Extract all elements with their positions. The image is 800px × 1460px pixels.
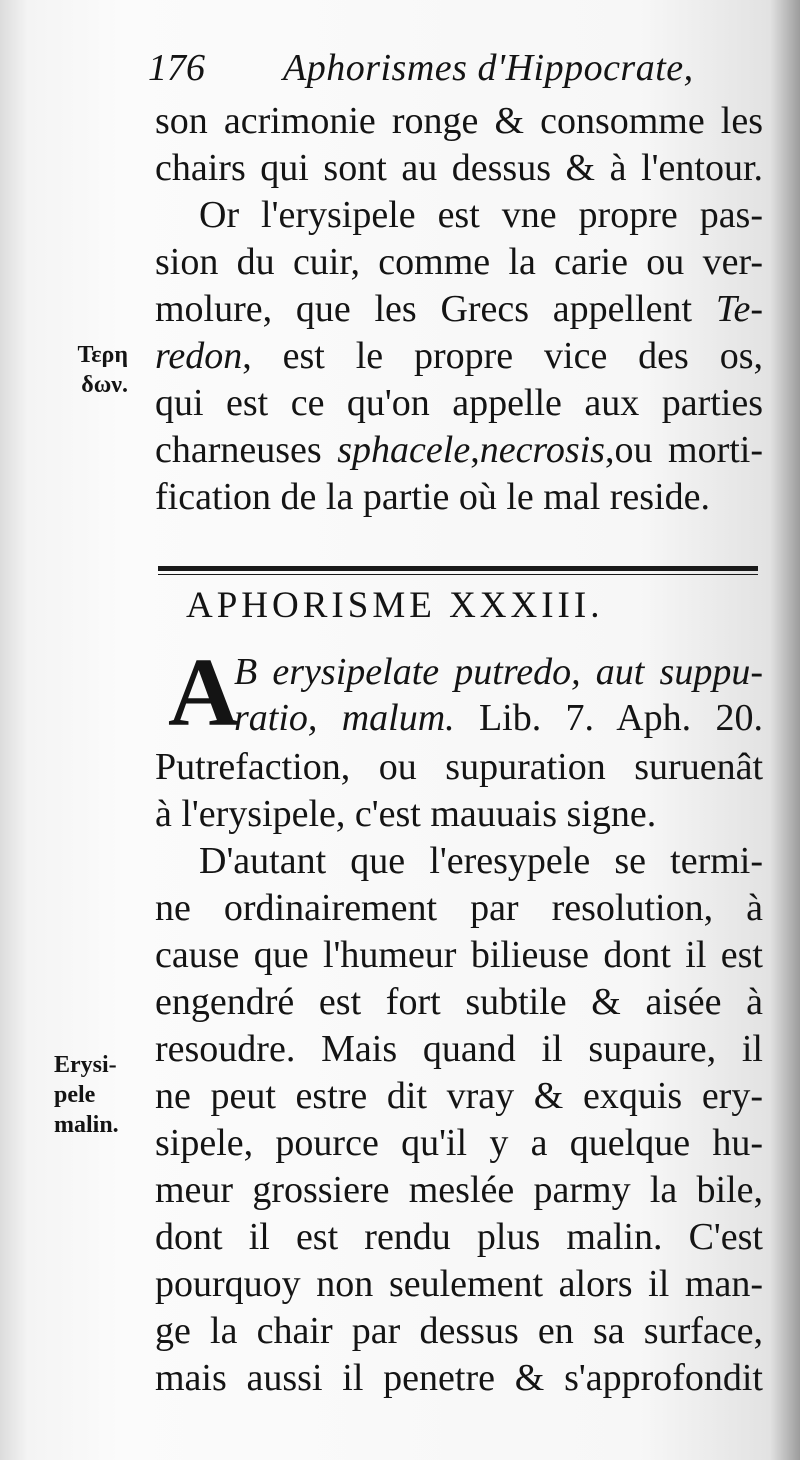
text-segment: , est le propre vice des os, (242, 335, 763, 377)
divider-thick-line (158, 566, 758, 571)
text-line: ne peut estre dit vray & exquis ery- (155, 1075, 763, 1117)
margin-note-erysipele (54, 1050, 119, 1140)
text-line: meur grossiere meslée parmy la bile, (155, 1169, 763, 1211)
text-segment: charneuses (155, 429, 338, 471)
margin-note-line: Erysi- (54, 1052, 117, 1078)
text-line: pourquoy non seulement alors il man- (155, 1263, 763, 1305)
text-line: engendré est fort subtile & aisée à (155, 981, 763, 1023)
latin-line-2 (234, 696, 763, 740)
text-line: mais aussi il penetre & s'approfondit (155, 1357, 763, 1399)
text-segment: redon (155, 335, 243, 377)
margin-note-line: Τερη (77, 342, 128, 368)
paragraph-block-2 (155, 744, 763, 838)
text-line: son acrimonie ronge & consomme les (155, 100, 763, 142)
aphorism-heading: APHORISME XXXIII. (186, 585, 604, 626)
text-line (155, 333, 763, 380)
latin-line-1: B erysipelate putredo, aut suppu- (234, 651, 763, 693)
text-segment: , (470, 429, 480, 471)
text-line: ge la chair par dessus en sa surface, (155, 1310, 763, 1352)
text-line (155, 427, 763, 474)
page-number: 176 (148, 47, 205, 89)
text-line: à l'erysipele, c'est mauuais signe. (155, 793, 657, 835)
text-line: sipele, pource qu'il y a quelque hu- (155, 1122, 763, 1164)
text-line: resoudre. Mais quand il supaure, il (155, 1028, 763, 1070)
text-segment: Te- (715, 288, 763, 330)
latin-reference: Lib. 7. Aph. 20. (454, 697, 763, 739)
text-line: Putrefaction, ou supuration suruenât (155, 746, 763, 788)
aphorism-latin-text (168, 639, 763, 747)
page-header (148, 46, 708, 96)
running-title: Aphorismes d'Hippocrate, (283, 47, 694, 89)
drop-cap: A (168, 639, 239, 747)
divider-thin-line (158, 574, 758, 575)
text-segment: molure, que les Grecs appellent (155, 288, 716, 330)
text-segment: necrosis (479, 429, 605, 471)
text-line (155, 286, 763, 333)
text-line: ne ordinairement par resolution, à (155, 887, 763, 929)
text-line: qui est ce qu'on appelle aux parties (155, 382, 763, 424)
margin-note-line: malin. (54, 1112, 119, 1138)
text-segment: ,ou morti- (604, 429, 763, 471)
text-line: chairs qui sont au dessus & à l'entour. (155, 147, 763, 189)
text-line: sion du cuir, comme la carie ou ver- (155, 241, 763, 283)
text-line: Or l'erysipele est vne propre pas- (199, 194, 763, 236)
section-divider (158, 566, 758, 575)
latin-text-italic: ratio, malum. (234, 697, 455, 739)
margin-note-line: δων. (81, 372, 128, 398)
text-line: fication de la partie où le mal reside. (155, 476, 710, 518)
paragraph-block-3 (155, 838, 763, 1402)
text-segment: sphacele (337, 429, 471, 471)
margin-note-line: pele (54, 1082, 96, 1108)
text-line: D'autant que l'eresypele se termi- (199, 840, 763, 882)
paragraph-block-1 (155, 98, 763, 521)
text-line: cause que l'humeur bilieuse dont il est (155, 934, 763, 976)
margin-note-greek (66, 340, 128, 400)
text-line: dont il est rendu plus malin. C'est (155, 1216, 763, 1258)
